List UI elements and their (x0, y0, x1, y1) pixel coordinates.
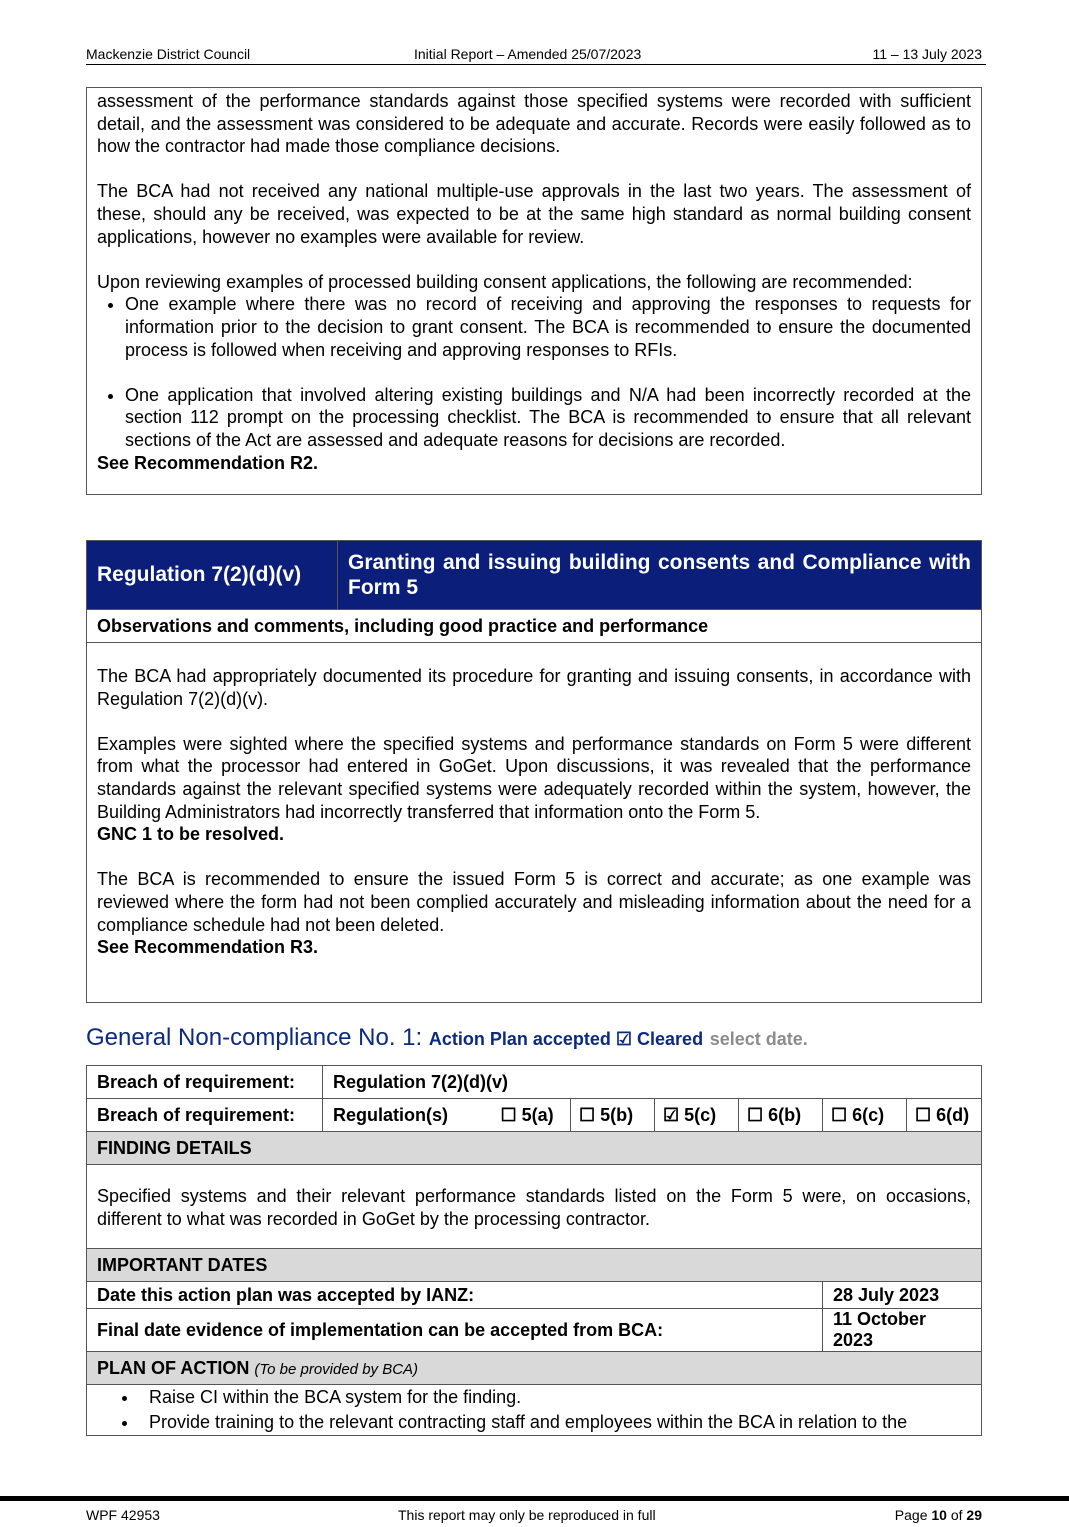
list-item: • One example where there was no record of receiving and approving the responses to requests for information prior to the decision to grant consent. The BCA is recommended to ensure the documented process is followed when receiving and approving responses to RFIs. (125, 293, 971, 361)
accepted-label: Date this action plan was accepted by IANZ: (87, 1282, 823, 1309)
paragraph: The BCA had appropriately documented its procedure for granting and issuing consents, in accordance with Regulation 7(2)(d)(v). (97, 666, 971, 709)
regulation-table (86, 540, 982, 643)
checkbox-5c[interactable]: ☑ 5(c) (655, 1099, 739, 1132)
checkbox-6d[interactable]: ☐ 6(d) (907, 1099, 982, 1132)
checkbox-5b[interactable]: ☐ 5(b) (571, 1099, 655, 1132)
checkbox-6b[interactable]: ☐ 6(b) (739, 1099, 823, 1132)
finding-heading: FINDING DETAILS (87, 1132, 982, 1165)
plan-items-cell (87, 1385, 982, 1436)
list-item: • One application that involved altering existing buildings and N/A had been incorrectly recorded at the section 112 prompt on the processing checklist. The BCA is recommended to ensure that all relevant sections of the Act are assessed and adequate reasons for decisions are recorded. (125, 384, 971, 452)
checkbox-6c[interactable]: ☐ 6(c) (823, 1099, 907, 1132)
gnc-table (86, 1065, 982, 1436)
accepted-date: 28 July 2023 (823, 1282, 982, 1309)
section-observations (86, 642, 982, 1003)
plan-heading-cell (87, 1352, 982, 1385)
regulation-code: Regulation 7(2)(d)(v) (87, 541, 338, 610)
footer-page-number: Page 10 of 29 (894, 1507, 982, 1523)
plan-list (97, 1385, 971, 1435)
paragraph: The BCA is recommended to ensure the issued Form 5 is correct and accurate; as one example was reviewed where the form had not been complied accurately and misleading information about the need for a compliance schedule had not been deleted. (97, 869, 971, 935)
regulations-label: Regulation(s) (323, 1099, 493, 1132)
dates-heading: IMPORTANT DATES (87, 1249, 982, 1282)
section-consent-processing-continued (86, 87, 982, 495)
final-date: 11 October 2023 (823, 1309, 982, 1352)
paragraph: Examples were sighted where the specified systems and performance standards on Form 5 were different from what the processor had entered in GoGet. Upon discussions, it was revealed that the performance standards against the relevant specified systems were adequately recorded within the system, however, the Building Administrators had incorrectly transferred that information onto the Form 5. (97, 733, 971, 822)
plan-note: (To be provided by BCA) (254, 1360, 419, 1378)
page-header (86, 46, 986, 65)
gnc-title: General Non-compliance No. 1: (86, 1024, 423, 1051)
header-report-title: Initial Report – Amended 25/07/2023 (414, 46, 642, 62)
header-dates: 11 – 13 July 2023 (872, 46, 982, 62)
breach-label: Breach of requirement: (87, 1066, 323, 1099)
footer-rule (0, 1496, 1069, 1501)
regulation-title: Granting and issuing building consents and Compliance with Form 5 (338, 541, 982, 610)
footer-doc-id: WPF 42953 (86, 1507, 160, 1523)
breach-value: Regulation 7(2)(d)(v) (323, 1066, 982, 1099)
recommendation-list (97, 293, 971, 451)
list-item: • Raise CI within the BCA system for the finding. (139, 1385, 971, 1410)
header-council: Mackenzie District Council (86, 46, 251, 62)
final-date-label: Final date evidence of implementation can be accepted from BCA: (87, 1309, 823, 1352)
paragraph: The BCA had not received any national multiple-use approvals in the last two years. The assessment of these, should any be received, was expected to be at the same high standard as normal building consent applications, however no examples were available for review. (97, 181, 971, 247)
breach-label: Breach of requirement: (87, 1099, 323, 1132)
list-item: • Provide training to the relevant contracting staff and employees within the BCA in relation to the (139, 1410, 971, 1435)
gnc-date-field[interactable]: select date. (709, 1029, 808, 1049)
recommendation-ref: See Recommendation R3. (97, 937, 319, 958)
gnc-note: GNC 1 to be resolved. (97, 824, 285, 845)
footer-notice: This report may only be reproduced in full (398, 1507, 656, 1523)
gnc-heading (86, 1024, 808, 1052)
paragraph: Upon reviewing examples of processed building consent applications, the following are recommended: (97, 271, 913, 292)
paragraph: assessment of the performance standards against those specified systems were recorded with sufficient detail, and the assessment was considered to be adequate and accurate. Records were easily followed as to how the contractor had made those compliance decisions. (97, 91, 971, 157)
finding-text: Specified systems and their relevant performance standards listed on the Form 5 were, on occasions, different to what was recorded in GoGet by the processing contractor. (87, 1165, 982, 1249)
plan-heading: PLAN OF ACTION (97, 1357, 250, 1378)
checkbox-5a[interactable]: ☐ 5(a) (493, 1099, 571, 1132)
recommendation-ref: See Recommendation R2. (97, 452, 319, 473)
observations-heading: Observations and comments, including good practice and performance (87, 610, 982, 643)
gnc-status: Action Plan accepted ☑ Cleared (428, 1029, 704, 1049)
